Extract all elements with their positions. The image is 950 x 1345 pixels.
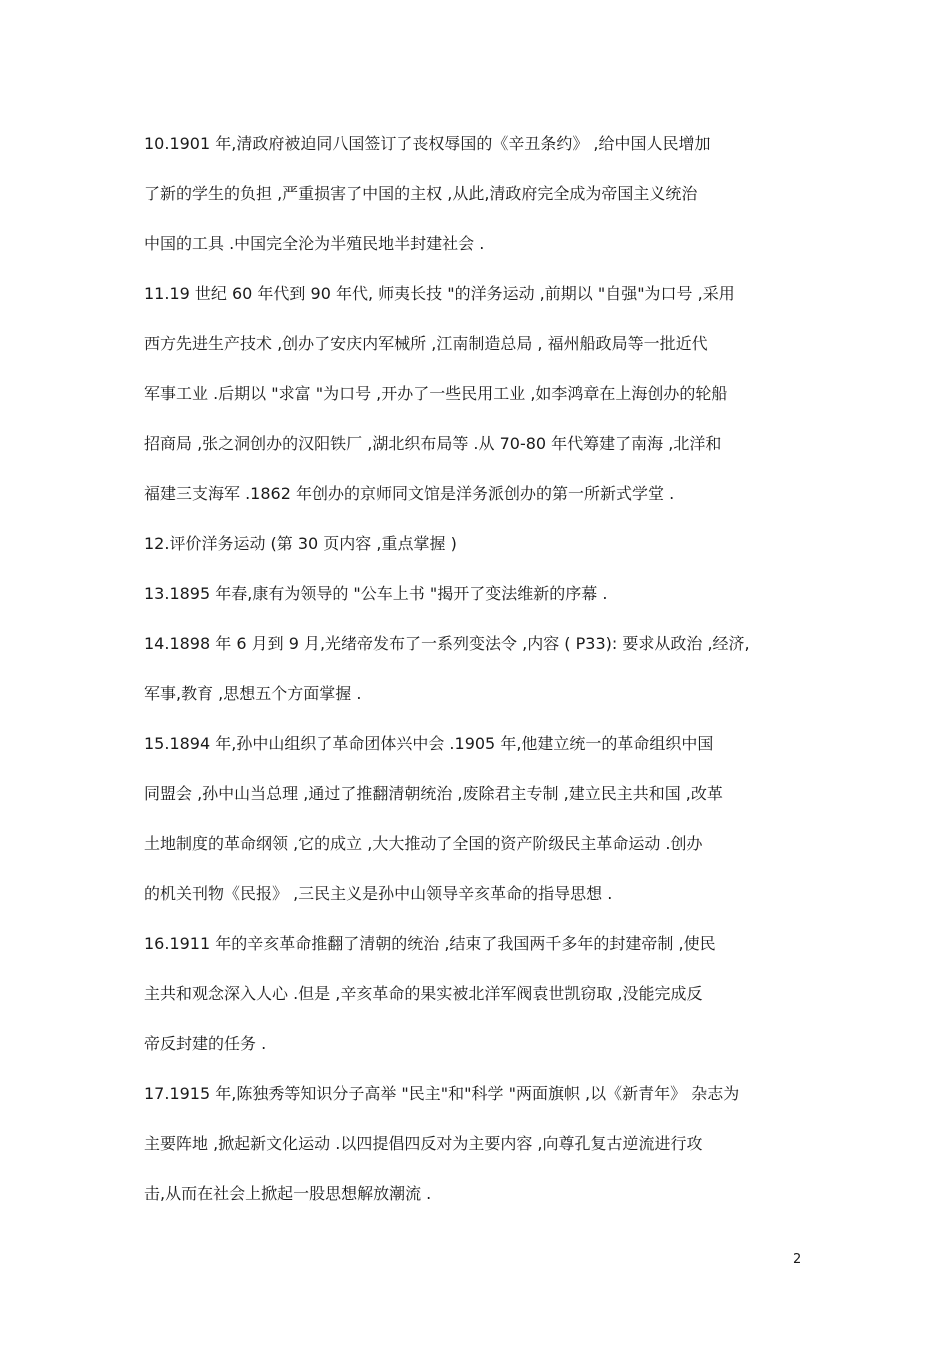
text-line: 同盟会 ,孙中山当总理 ,通过了推翻清朝统治 ,废除君主专制 ,建立民主共和国 ,改革 — [144, 784, 723, 803]
text-line: 了新的学生的负担 ,严重损害了中国的主权 ,从此,清政府完全成为帝国主义统治 — [144, 184, 698, 203]
text-line: 土地制度的革命纲领 ,它的成立 ,大大推动了全国的资产阶级民主革命运动 .创办 — [144, 834, 703, 853]
text-line: 主共和观念深入人心 .但是 ,辛亥革命的果实被北洋军阀袁世凯窃取 ,没能完成反 — [144, 984, 703, 1003]
text-line: 11.19 世纪 60 年代到 90 年代, 师夷长技 "的洋务运动 ,前期以 "自强"为口号 ,采用 — [144, 284, 735, 303]
text-line: 13.1895 年春,康有为领导的 "公车上书 "揭开了变法维新的序幕 . — [144, 584, 608, 603]
text-line: 军事,教育 ,思想五个方面掌握 . — [144, 684, 362, 703]
text-line: 12.评价洋务运动 (第 30 页内容 ,重点掌握 ) — [144, 534, 457, 553]
text-line: 击,从而在社会上掀起一股思想解放潮流 . — [144, 1184, 432, 1203]
text-line: 招商局 ,张之洞创办的汉阳铁厂 ,湖北织布局等 .从 70-80 年代筹建了南海 ,北洋和 — [144, 434, 722, 453]
text-line: 14.1898 年 6 月到 9 月,光绪帝发布了一系列变法令 ,内容 ( P33): 要求从政治 ,经济, — [144, 634, 750, 653]
text-line: 西方先进生产技术 ,创办了安庆内军械所 ,江南制造总局 , 福州船政局等一批近代 — [144, 334, 708, 353]
text-line: 福建三支海军 .1862 年创办的京师同文馆是洋务派创办的第一所新式学堂 . — [144, 484, 675, 503]
text-line: 17.1915 年,陈独秀等知识分子高举 "民主"和"科学 "两面旗帜 ,以《新青年》 杂志为 — [144, 1084, 740, 1103]
text-line: 主要阵地 ,掀起新文化运动 .以四提倡四反对为主要内容 ,向尊孔复古逆流进行攻 — [144, 1134, 703, 1153]
text-line: 16.1911 年的辛亥革命推翻了清朝的统治 ,结束了我国两千多年的封建帝制 ,使民 — [144, 934, 716, 953]
text-line: 军事工业 .后期以 "求富 "为口号 ,开办了一些民用工业 ,如李鸿章在上海创办的轮船 — [144, 384, 728, 403]
text-line: 中国的工具 .中国完全沦为半殖民地半封建社会 . — [144, 234, 485, 253]
text-line: 15.1894 年,孙中山组织了革命团体兴中会 .1905 年,他建立统一的革命组织中国 — [144, 734, 714, 753]
page-number: 2 — [793, 1252, 802, 1267]
text-line: 帝反封建的任务 . — [144, 1034, 267, 1053]
text-line: 10.1901 年,清政府被迫同八国签订了丧权辱国的《辛丑条约》 ,给中国人民增加 — [144, 134, 711, 153]
text-line: 的机关刊物《民报》 ,三民主义是孙中山领导辛亥革命的指导思想 . — [144, 884, 613, 903]
